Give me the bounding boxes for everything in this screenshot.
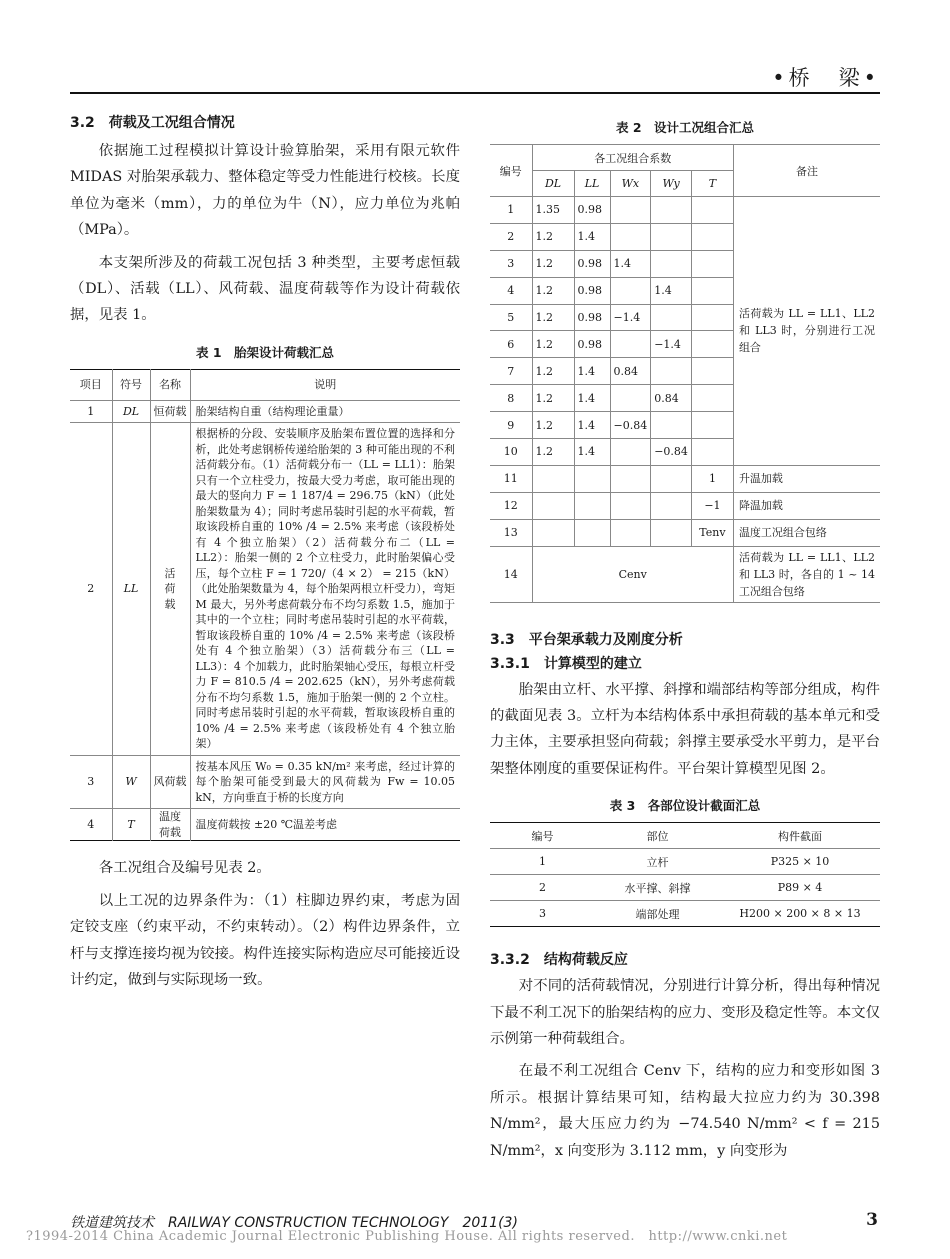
table2-cell [691,358,733,385]
table2-cell: 0.84 [610,358,651,385]
table2-cell: 1.2 [532,385,574,412]
left-column [70,112,460,999]
table3-header-cell: 编号 [490,823,595,849]
table2-cell [610,439,651,466]
table1-caption: 表 1 胎架设计荷载汇总 [195,344,335,360]
table2-cell: −1.4 [651,331,692,358]
table2-cell: 1.4 [574,439,610,466]
table2-cell [651,223,692,250]
table2-cell [610,331,651,358]
paragraph-5: 胎架由立杆、水平撑、斜撑和端部结构等部分组成，构件的截面见表 3。立杆为本结构体系中承担荷载的基本单元和受力主体，主要承担竖向荷载；斜撑主要承受水平剪力，是平台架整体刚度的重要保证构件。平台架计算模型见图 2。 [490,681,880,777]
table2-cell [610,277,651,304]
table2-cell: 0.98 [574,197,610,224]
table2-cell: 9 [490,412,532,439]
table3-cell: 端部处理 [635,907,680,921]
table2-cell: −0.84 [651,439,692,466]
table2-row [490,465,880,492]
table1-cell-name: 风荷载 [150,755,190,809]
table1-row [70,423,460,756]
table2-subheader-cell: LL [574,171,610,197]
table3-row [490,849,880,875]
table1-header-cell: 说明 [190,369,460,400]
table2-cell: 1.2 [532,439,574,466]
table3-header-cell: 构件截面 [720,823,880,849]
table3-cell: P325 × 10 [720,849,880,875]
table2-cell: 5 [490,304,532,331]
paragraph-7: 在最不利工况组合 Cenv 下，结构的应力和变形如图 3 所示。根据计算结果可知，结构最大拉应力约为 30.398 N/mm²，最大压应力约为 −74.540 N/mm² < f = 215 N/mm²，x 向变形为 3.112 mm，y 向变形为 [490,1063,880,1159]
table1-row [70,400,460,423]
table1-cell-no: 4 [70,809,112,841]
table2-cell: 11 [490,465,532,492]
table2-cell: 1 [691,465,733,492]
table2-cell: 1.35 [532,197,574,224]
table2-note-1-10: 活荷载为 LL = LL1、LL2 和 LL3 时，分别进行工况组合 [733,197,880,466]
table1-row [70,755,460,809]
table3-row [490,875,880,901]
table2-cell: 1.4 [574,223,610,250]
table1-cell-desc: 按基本风压 W₀ = 0.35 kN/m² 来考虑，经过计算的每个胎架可能受到最大的风荷载为 Fw = 10.05 kN，方向垂直于桥的长度方向 [190,755,460,809]
table1 [70,369,460,842]
table3-cell: 2 [490,875,595,901]
table2-header-no: 编号 [490,145,532,197]
table2-cell: Cenv [532,546,733,602]
table1-cell-symbol: W [112,755,150,809]
table2 [490,144,880,603]
table3-row [490,901,880,927]
table1-cell-desc: 根据桥的分段、安装顺序及胎架布置位置的选择和分析，此处考虑钢桥传递给胎架的 3 种可能出现的不利活荷载分布。（1）活荷载分布一（LL = LL1）：胎架只有一个立柱受力，按最大受力考虑，取可能出现的最大的竖向力 F = 1 187/4 = 296.75（kN）（此处胎架数量为 4）；同时考虑吊装时引起的水平荷载，暂取该段桥自重的 10% /4 = 2.5% 来考虑（该段桥处有 4 个独立胎架）（2）活荷载分布二（LL = LL2）：胎架一侧的 2 个立柱受力，此时胎架偏心受压，每个立柱 F = 1 720/（4 × 2） = 215（kN）（此处胎架数量为 4，每个胎架两根立杆受力），弯矩 M 最大，另外考虑荷载分布不均匀系数 1.5，施加于其中的一个立柱；同时考虑吊装时引起的水平荷载，暂取该段桥自重的 10% /4 = 2.5% 来考虑（该段桥处有 4 个独立胎架）（3）活荷载分布三（LL = LL3）：4 个加载力，此时胎架轴心受压，每根立杆受力 F = 810.5 /4 = 202.625（kN），另外考虑荷载分布不均匀系数 1.5，施加于胎架一侧的 2 个立柱。同时考虑吊装时引起的水平荷载，暂取该段桥自重的 10% /4 = 2.5% 来考虑（该段桥处有 4 个独立胎架） [190,423,460,756]
table2-row [490,197,880,224]
table2-cell [610,197,651,224]
table2-cell [691,412,733,439]
section-heading-3-3-1: 3.3.1 计算模型的建立 [490,655,642,672]
paragraph-1: 依据施工过程模拟计算设计验算胎架，采用有限元软件 MIDAS 对胎架承载力、整体稳定等受力性能进行校核。长度单位为毫米（mm），力的单位为牛（N），应力单位为兆帕（MPa）。 [70,143,460,239]
table2-cell: 1.2 [532,223,574,250]
table2-row [490,492,880,519]
table2-cell [651,197,692,224]
table2-cell: 1.2 [532,304,574,331]
table2-cell: 1.4 [574,412,610,439]
table3-header-row [490,823,880,849]
table1-cell-name: 温度荷载 [150,809,190,841]
table2-cell: 7 [490,358,532,385]
table2-note: 温度工况组合包络 [733,519,880,546]
table2-cell: 2 [490,223,532,250]
table1-cell-name: 活荷载 [150,423,190,756]
table2-cell [691,304,733,331]
cnki-watermark: ?1994-2014 China Academic Journal Electronic Publishing House. All rights reserved. http://www.cnki.net [26,1229,788,1244]
table2-cell: 1.2 [532,358,574,385]
table2-cell: 1.4 [574,358,610,385]
running-header-title: •桥 梁• [772,66,880,90]
table3-cell: 1 [490,849,595,875]
table1-cell-symbol: T [112,809,150,841]
table2-cell: 1.4 [610,250,651,277]
table2-cell: 1.4 [651,277,692,304]
table2-cell [691,439,733,466]
table1-header-cell: 名称 [150,369,190,400]
table2-header-row [490,145,880,171]
table2-cell: 0.98 [574,331,610,358]
table2-note: 升温加载 [733,465,880,492]
table2-header-coef: 各工况组合系数 [532,145,733,171]
table2-cell: 0.98 [574,250,610,277]
table2-subheader-cell: Wy [651,171,692,197]
table2-cell [691,385,733,412]
table1-header-cell: 项目 [70,369,112,400]
table2-cell [651,358,692,385]
table3-cell: H200 × 200 × 8 × 13 [739,907,861,921]
table2-subheader-cell: T [691,171,733,197]
table1-cell-no: 3 [70,755,112,809]
table2-cell: 10 [490,439,532,466]
paragraph-6: 对不同的活荷载情况，分别进行计算分析，得出每种情况下最不利工况下的胎架结构的应力、变形及稳定性等。本文仅示例第一种荷载组合。 [490,978,880,1048]
table2-cell: 12 [490,492,532,519]
table2-cell: 1.2 [532,331,574,358]
table1-cell-desc: 温度荷载按 ±20 ℃温差考虑 [190,809,460,841]
table2-cell [691,331,733,358]
table2-cell: 1.2 [532,277,574,304]
table2-cell [691,223,733,250]
table2-cell: 1.2 [532,412,574,439]
table2-cell [651,250,692,277]
table1-cell-name: 恒荷载 [150,400,190,423]
table2-cell: 3 [490,250,532,277]
table1-cell-desc: 胎架结构自重（结构理论重量） [190,400,460,423]
right-column [490,112,880,1170]
table2-cell: −1.4 [610,304,651,331]
table2-cell: Tenv [691,519,733,546]
paragraph-4: 以上工况的边界条件为：（1）柱脚边界约束，考虑为固定铰支座（约束平动，不约束转动）。（2）构件边界条件，立杆与支撑连接均视为铰接。构件连接实际构造应尽可能接近设计约定，做到与实际现场一致。 [70,892,460,988]
table1-header-cell: 符号 [112,369,150,400]
section-heading-3-2: 3.2 荷载及工况组合情况 [70,115,235,131]
table2-header-note: 备注 [733,145,880,197]
table2-cell [610,223,651,250]
table2-cell: 0.98 [574,304,610,331]
table3-cell: 立杆 [595,849,720,875]
section-heading-3-3-2: 3.3.2 结构荷载反应 [490,952,628,969]
table2-cell: 1 [490,197,532,224]
table3-cell: 水平撑、斜撑 [595,875,720,901]
table2-caption: 表 2 设计工况组合汇总 [615,120,755,135]
table2-note: 活荷载为 LL = LL1、LL2 和 LL3 时，各自的 1 ~ 14 工况组合包络 [733,546,880,602]
section-heading-3-3: 3.3 平台架承载力及刚度分析 [490,631,683,648]
table2-cell: 13 [490,519,532,546]
table2-cell [651,412,692,439]
table3-caption: 表 3 各部位设计截面汇总 [609,798,761,814]
page-number: 3 [866,1210,878,1230]
table2-cell: 4 [490,277,532,304]
table2-cell: 0.98 [574,277,610,304]
table1-cell-symbol: LL [112,423,150,756]
table2-cell: −0.84 [610,412,651,439]
table2-cell [691,250,733,277]
journal-footer: 铁道建筑技术 RAILWAY CONSTRUCTION TECHNOLOGY 2011(3) [70,1215,518,1231]
table2-cell: 1.2 [532,250,574,277]
paragraph-3: 各工况组合及编号见表 2。 [98,860,271,877]
table1-header-row [70,369,460,400]
table2-row [490,519,880,546]
table2-cell [691,197,733,224]
table3-cell: P89 × 4 [720,875,880,901]
table2-row [490,546,880,602]
table1-cell-symbol: DL [112,400,150,423]
table2-subheader-cell: DL [532,171,574,197]
table3 [490,822,880,927]
table2-cell [691,277,733,304]
table2-cell: 6 [490,331,532,358]
table3-header-cell: 部位 [595,823,720,849]
table2-note: 降温加载 [733,492,880,519]
paragraph-2: 本支架所涉及的荷载工况包括 3 种类型，主要考虑恒载（DL）、活载（LL）、风荷载、温度荷载等作为设计荷载依据，见表 1。 [70,254,460,324]
table1-cell-no: 1 [70,400,112,423]
table2-cell: 1.4 [574,385,610,412]
table2-cell: 14 [490,546,532,602]
table2-cell: 8 [490,385,532,412]
table2-cell: 0.84 [651,385,692,412]
table2-cell: −1 [691,492,733,519]
header-rule [70,92,880,94]
table2-cell [651,304,692,331]
table1-row [70,809,460,841]
table1-cell-no: 2 [70,423,112,756]
table3-cell: 3 [539,907,546,921]
table2-subheader-cell: Wx [610,171,651,197]
table2-cell [610,385,651,412]
